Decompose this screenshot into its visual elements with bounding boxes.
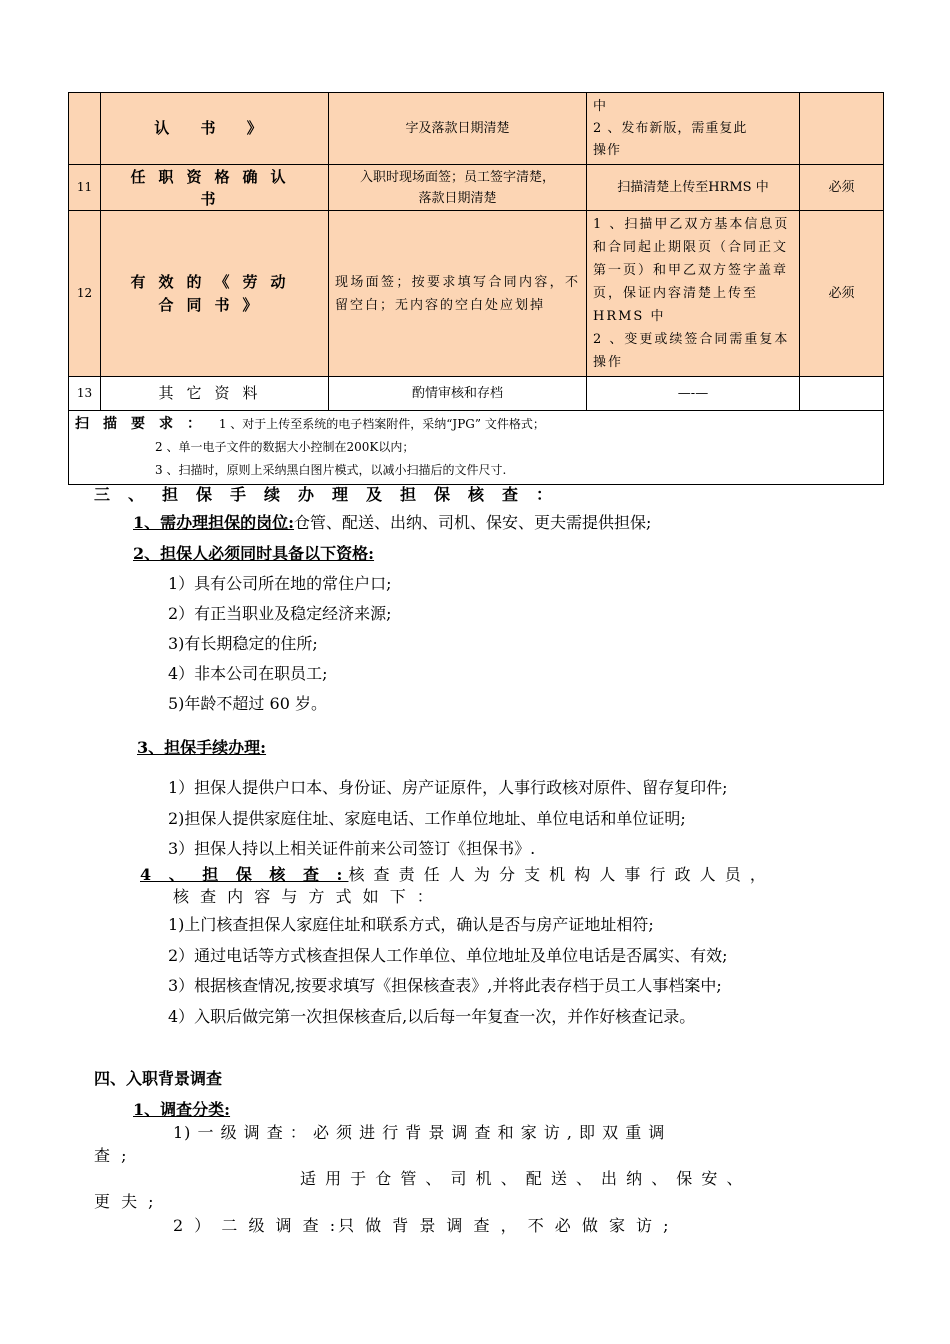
check-item: 3）根据核查情况,按要求填写《担保核查表》,并将此表存档于员工人事档案中; [168,976,722,995]
item1-text: 仓管、配送、出纳、司机、保安、更夫需提供担保; [294,513,652,532]
procedure-item: 1）担保人提供户口本、身份证、房产证原件，人事行政核对原件、留存复印件; [168,778,728,797]
process-cell: 扫描清楚上传至HRMS 中 [587,165,800,211]
investigation-level1-scope: 适 用 于 仓 管 、 司 机 、 配 送 、 出 纳 、 保 安 、 [300,1169,745,1188]
item1-label: 1、需办理担保的岗位: [133,513,295,532]
qualification-item: 2）有正当职业及稳定经济来源; [168,604,392,623]
row-number: 13 [69,377,101,411]
qualification-item: 5)年龄不超过 60 岁。 [168,694,327,713]
investigation-level1-cont: 查 ; [94,1146,130,1165]
item4-text: 核 查 责 任 人 为 分 支 机 构 人 事 行 政 人 员 ， [348,865,768,884]
qualification-item: 3)有长期稳定的住所; [168,634,318,653]
mandatory-cell [800,93,884,165]
procedure-item: 2)担保人提供家庭住址、家庭电话、工作单位地址、单位电话和单位证明; [168,809,686,828]
mandatory-cell: 必须 [800,211,884,377]
procedure-item: 3）担保人持以上相关证件前来公司签订《担保书》. [168,839,536,858]
requirement-cell: 字及落款日期清楚 [329,93,587,165]
mandatory-cell [800,377,884,411]
document-name: 有效的《劳动合同书》 [101,211,329,377]
section3-item1 [133,510,651,533]
requirement-cell: 入职时现场面签；员工签字清楚，落款日期清楚 [329,165,587,211]
document-name: 认 书 》 [101,93,329,165]
table-row [69,165,884,211]
qualification-item: 4）非本公司在职员工; [168,664,328,683]
scan-requirements-row [69,411,884,485]
check-item: 1)上门核查担保人家庭住址和联系方式，确认是否与房产证地址相符; [168,915,654,934]
requirement-cell: 酌情审核和存档 [329,377,587,411]
section3-item3-label: 3、担保手续办理: [137,738,267,757]
process-cell: 中 2 、发布新版，需重复此 操作 [587,93,800,165]
document-name: 其它资料 [101,377,329,411]
row-number [69,93,101,165]
scan-requirements [69,411,884,485]
requirement-cell: 现场面签；按要求填写合同内容，不留空白；无内容的空白处应划掉 [329,211,587,377]
check-item: 4）入职后做完第一次担保核查后,以后每一年复查一次，并作好核查记录。 [168,1007,696,1026]
item4-text-continued: 核 查 内 容 与 方 式 如 下 ： [173,887,436,906]
section4-title: 四、入职背景调查 [94,1069,223,1088]
qualification-item: 1）具有公司所在地的常住户口; [168,574,392,593]
check-item: 2）通过电话等方式核查担保人工作单位、单位地址及单位电话是否属实、有效; [168,946,728,965]
investigation-level1-scope-cont: 更 夫 ; [94,1192,157,1211]
table-row [69,377,884,411]
process-cell: —-— [587,377,800,411]
table-row [69,211,884,377]
scan-line: 2 、单一电子文件的数据大小控制在200K以内； [155,440,415,454]
row-number: 11 [69,165,101,211]
row-number: 12 [69,211,101,377]
archive-table [68,92,884,485]
investigation-level2: 2 ） 二 级 调 查 :只 做 背 景 调 查 ， 不 必 做 家 访 ; [173,1216,672,1235]
section3-item2-label: 2、担保人必须同时具备以下资格: [133,544,375,563]
item4-label: 4 、 担 保 核 查 : [140,865,349,884]
scan-heading: 扫描要求： [75,416,215,432]
table-row [69,93,884,165]
section3-item4 [140,862,768,885]
investigation-level1: 1) 一 级 调 查 ： 必 须 进 行 背 景 调 查 和 家 访 , 即 双 重 调 [173,1123,666,1142]
section4-item1-label: 1、调查分类: [133,1100,231,1119]
document-name: 任职资格确认书 [101,165,329,211]
mandatory-cell: 必须 [800,165,884,211]
section3-title: 三、担保手续办理及担保核查： [94,485,571,504]
scan-line: 1 、对于上传至系统的电子档案附件，采纳“JPG” 文件格式； [218,417,545,431]
process-cell: 1 、扫描甲乙双方基本信息页和合同起止期限页（合同正文第一页）和甲乙双方签字盖章页，保证内容清楚上传至HRMS 中 2 、变更或续签合同需重复本操作 [587,211,800,377]
scan-line: 3 、扫描时，原则上采纳黑白图片模式，以减小扫描后的文件尺寸. [155,463,507,477]
